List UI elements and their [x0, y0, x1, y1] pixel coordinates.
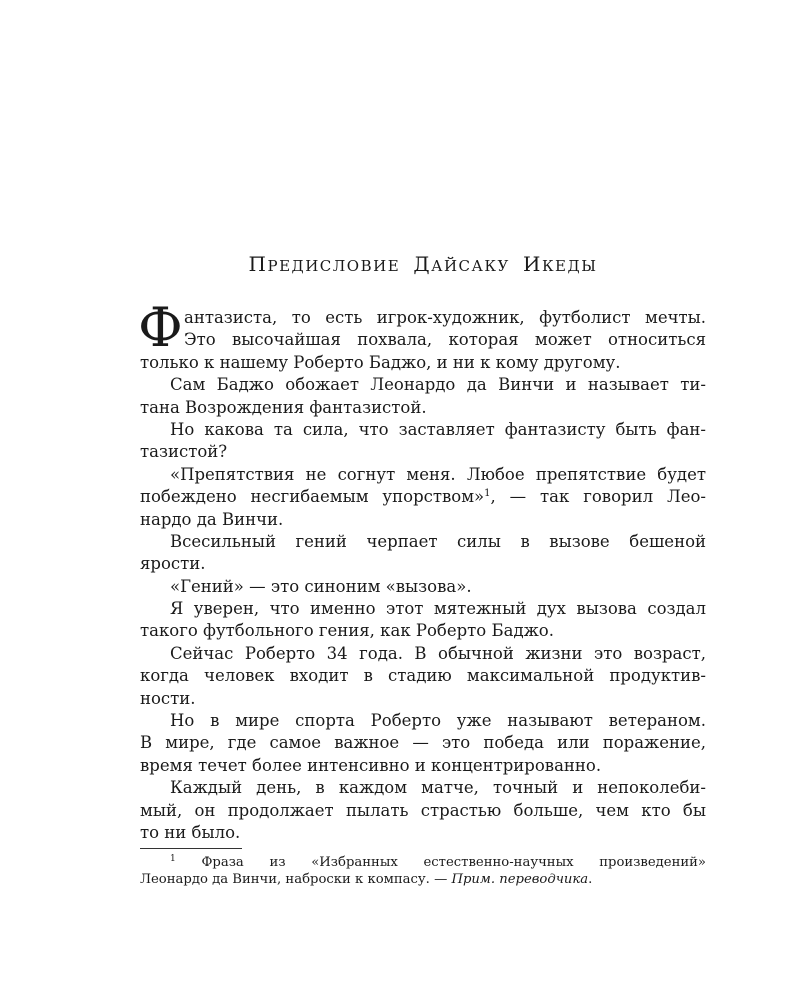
body-text: [138, 296, 707, 844]
text-line: «Гений» — это синоним «вызова».: [170, 576, 472, 596]
footnote-divider: [140, 848, 242, 849]
text-line: Сам Баджо обожает Леонардо да Винчи и называет ти-: [170, 375, 706, 395]
text-line: ности.: [140, 688, 196, 708]
title-initial-1: П: [248, 252, 268, 276]
drop-cap: Ф: [138, 296, 183, 359]
text-line: Всесильный гений черпает силы в вызове бешеной: [170, 531, 706, 551]
title-initial-3: И: [523, 252, 542, 276]
text-line: ярости.: [140, 554, 206, 574]
paragraph-8: [140, 643, 706, 710]
text-line: Это высочайшая похвала, которая может относиться: [184, 330, 706, 350]
text-line: только к нашему Роберто Баджо, и ни к кому другому.: [140, 352, 621, 372]
paragraph-5: [140, 531, 706, 576]
paragraph-6: [140, 576, 706, 598]
text-line: Но в мире спорта Роберто уже называют ветераном.: [170, 711, 706, 731]
text-line: Я уверен, что именно этот мятежный дух вызова создал: [170, 599, 706, 619]
quote-attribution: , — так говорил Лео-: [490, 487, 707, 507]
title-word-1: РЕДИСЛОВИЕ: [267, 257, 401, 275]
chapter-title: [0, 252, 800, 276]
paragraph-1: [138, 296, 706, 374]
quote-end: побеждено несгибаемым упорством»: [140, 487, 485, 507]
text-line: мый, он продолжает пылать страстью больше, чем кто бы: [140, 800, 706, 820]
text-line: В мире, где самое важное — это победа или поражение,: [140, 733, 706, 753]
title-word-2: АЙСАКУ: [431, 257, 510, 275]
paragraph-10: [140, 777, 706, 844]
text-line: [140, 486, 706, 508]
text-line: «Препятствия не согнут меня. Любое препятствие будет: [170, 464, 706, 484]
text-line: Но какова та сила, что заставляет фантазисту быть фан-: [170, 419, 706, 439]
text-line: нардо да Винчи.: [140, 509, 284, 529]
paragraph-7: [140, 598, 706, 643]
text-line: Сейчас Роберто 34 года. В обычной жизни это возраст,: [170, 643, 706, 663]
paragraph-9: [140, 710, 706, 777]
paragraph-3: [140, 419, 706, 464]
text-line: Каждый день, в каждом матче, точный и непоколеби-: [170, 778, 706, 798]
text-line: антазиста, то есть игрок-художник, футболист мечты.: [184, 308, 706, 327]
footnote-number: 1: [170, 854, 176, 864]
footnote-text: Леонардо да Винчи, наброски к компасу. —: [140, 872, 452, 888]
title-word-3: КЕДЫ: [541, 257, 598, 275]
text-line: то ни было.: [140, 822, 241, 842]
title-initial-2: Д: [413, 252, 432, 276]
footnote-period: .: [588, 872, 593, 888]
footnote-text: Фраза из «Избранных естественно-научных произведений»: [201, 855, 707, 870]
text-line: тана Возрождения фантазистой.: [140, 397, 427, 417]
text-line: тазистой?: [140, 442, 228, 462]
paragraph-4-quote: [140, 464, 706, 531]
footnote-line: [140, 871, 706, 888]
footnote: [140, 854, 706, 889]
paragraph-2: [140, 374, 706, 419]
text-line: время течет более интенсивно и концентрированно.: [140, 755, 602, 775]
footnote-reference[interactable]: 1: [484, 488, 491, 500]
translator-note: Прим. переводчика: [451, 872, 589, 888]
text-line: когда человек входит в стадию максимальной продуктив-: [140, 666, 706, 686]
footnote-line: [140, 854, 706, 871]
text-line: такого футбольного гения, как Роберто Баджо.: [140, 621, 554, 641]
